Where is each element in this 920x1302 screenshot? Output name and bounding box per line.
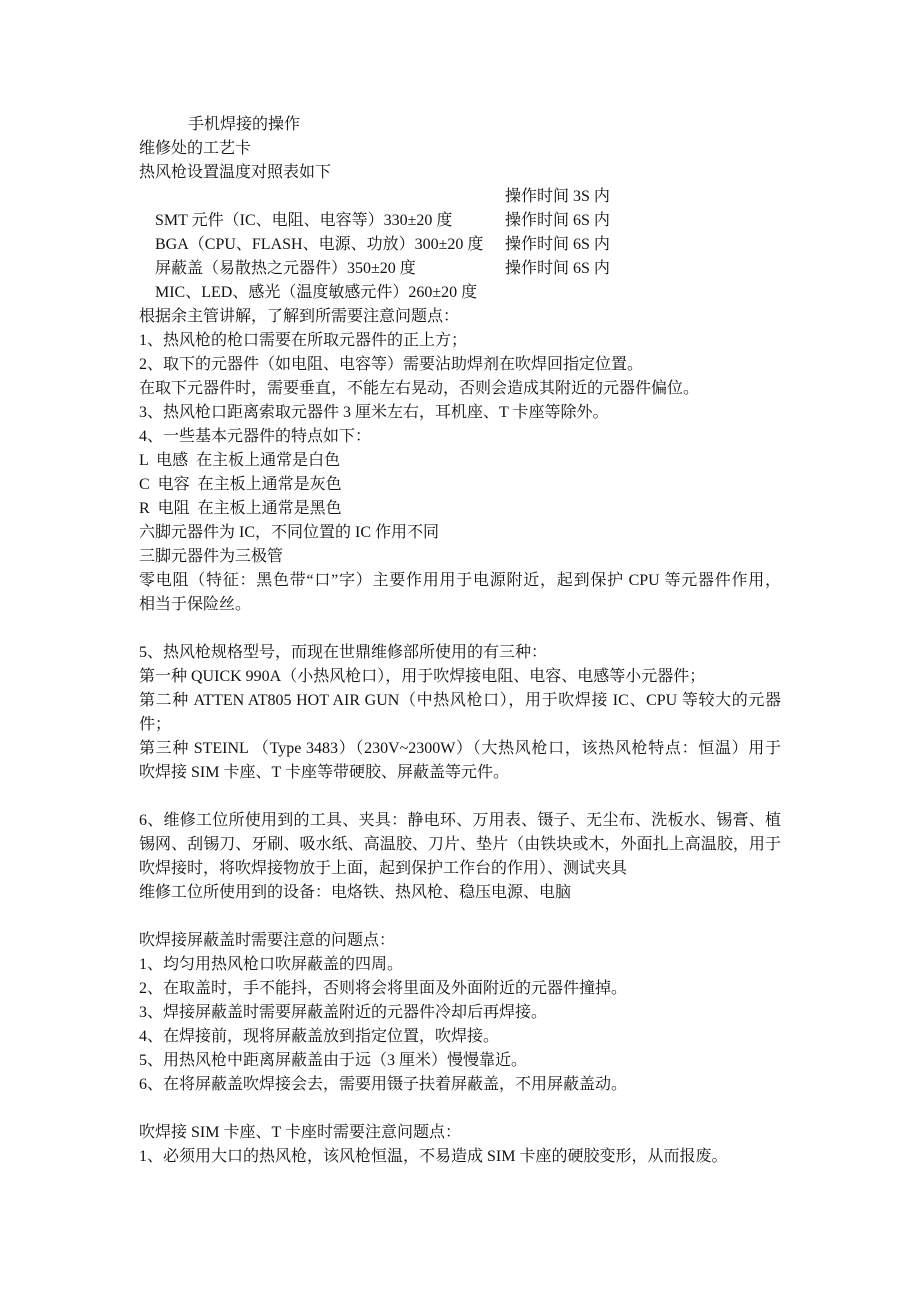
temperature-table-heading: 热风枪设置温度对照表如下 xyxy=(139,164,332,181)
component-temperature: 屏蔽盖（易散热之元器件）350±20 度 xyxy=(155,260,416,277)
operation-time: 操作时间 6S 内 xyxy=(505,236,610,253)
shield-line: 3、焊接屏蔽盖时需要屏蔽盖附近的元器件冷却后再焊接。 xyxy=(139,1004,548,1021)
note-line: 3、热风枪口距离索取元器件 3 厘米左右，耳机座、T 卡座等除外。 xyxy=(139,404,609,421)
component-temperature: BGA（CPU、FLASH、电源、功放）300±20 度 xyxy=(155,236,484,253)
shield-line: 5、用热风枪中距离屏蔽盖由于远（3 厘米）慢慢靠近。 xyxy=(139,1052,528,1069)
component-trait-line: C 电容 在主板上通常是灰色 xyxy=(139,476,342,493)
component-trait-line: L 电感 在主板上通常是白色 xyxy=(139,452,341,469)
shield-line: 4、在焊接前，现将屏蔽盖放到指定位置，吹焊接。 xyxy=(139,1028,500,1045)
shield-line: 1、均匀用热风枪口吹屏蔽盖的四周。 xyxy=(139,956,404,973)
tools-line: 6、维修工位所使用到的工具、夹具：静电环、万用表、镊子、无尘布、洗板水、锡膏、植 xyxy=(139,812,781,829)
notes-heading: 根据余主管讲解，了解到所需要注意问题点： xyxy=(139,308,460,325)
note-line: 相当于保险丝。 xyxy=(139,596,252,613)
equipment-line: 维修工位所使用到的设备：电烙铁、热风枪、稳压电源、电脑 xyxy=(139,884,572,901)
hot-air-gun-line: 第三种 STEINL （Type 3483）（230V~2300W）（大热风枪口，该热风枪特点：恒温）用于 xyxy=(139,740,781,757)
component-temperature: SMT 元件（IC、电阻、电容等）330±20 度 xyxy=(155,212,453,229)
note-line: 1、热风枪的枪口需要在所取元器件的正上方； xyxy=(139,332,468,349)
note-line: 在取下元器件时，需要垂直，不能左右晃动，否则会造成其附近的元器件偏位。 xyxy=(139,380,700,397)
process-card-heading: 维修处的工艺卡 xyxy=(139,140,252,157)
hot-air-gun-line: 第二种 ATTEN AT805 HOT AIR GUN（中热风枪口），用于吹焊接 IC、CPU 等较大的元器 xyxy=(139,692,781,709)
paragraph-gap xyxy=(139,905,781,929)
shield-line: 2、在取盖时，手不能抖，否则将会将里面及外面附近的元器件撞掉。 xyxy=(139,980,628,997)
document-title: 手机焊接的操作 xyxy=(188,116,301,133)
component-temperature: MIC、LED、感光（温度敏感元件）260±20 度 xyxy=(155,284,478,301)
temperature-row xyxy=(139,257,781,301)
sim-heading: 吹焊接 SIM 卡座、T 卡座时需要注意问题点： xyxy=(139,1124,461,1141)
tools-line: 吹焊接时，将吹焊接物放于上面，起到保护工作台的作用）、测试夹具 xyxy=(139,860,628,877)
document-page xyxy=(139,113,781,1169)
temperature-row xyxy=(139,233,781,277)
operation-time: 操作时间 6S 内 xyxy=(505,260,610,277)
note-line: 零电阻（特征：黑色带“口”字）主要作用用于电源附近，起到保护 CPU 等元器件作用， xyxy=(139,572,781,589)
note-line: 2、取下的元器件（如电阻、电容等）需要沾助焊剂在吹焊回指定位置。 xyxy=(139,356,644,373)
operation-time: 操作时间 6S 内 xyxy=(505,212,610,229)
paragraph-gap xyxy=(139,785,781,809)
shield-line: 6、在将屏蔽盖吹焊接会去，需要用镊子扶着屏蔽盖，不用屏蔽盖动。 xyxy=(139,1076,628,1093)
hot-air-gun-heading: 5、热风枪规格型号，而现在世鼎维修部所使用的有三种： xyxy=(139,644,548,661)
paragraph-gap xyxy=(139,617,781,641)
note-line: 六脚元器件为 IC，不同位置的 IC 作用不同 xyxy=(139,524,440,541)
note-line: 4、一些基本元器件的特点如下： xyxy=(139,428,372,445)
shield-heading: 吹焊接屏蔽盖时需要注意的问题点： xyxy=(139,932,396,949)
operation-time: 操作时间 3S 内 xyxy=(505,188,610,205)
paragraph-gap xyxy=(139,1097,781,1121)
tools-line: 锡网、刮锡刀、牙刷、吸水纸、高温胶、刀片、垫片（由铁块或木，外面扎上高温胶，用于 xyxy=(139,836,781,853)
hot-air-gun-line: 件； xyxy=(139,716,172,733)
note-line: 三脚元器件为三极管 xyxy=(139,548,284,565)
sim-line: 1、必须用大口的热风枪，该风枪恒温，不易造成 SIM 卡座的硬胶变形，从而报废。 xyxy=(139,1148,728,1165)
temperature-row xyxy=(139,209,781,253)
hot-air-gun-line: 第一种 QUICK 990A（小热风枪口），用于吹焊接电阻、电容、电感等小元器件； xyxy=(139,668,706,685)
hot-air-gun-line: 吹焊接 SIM 卡座、T 卡座等带硬胶、屏蔽盖等元件。 xyxy=(139,764,509,781)
component-trait-line: R 电阻 在主板上通常是黑色 xyxy=(139,500,342,517)
